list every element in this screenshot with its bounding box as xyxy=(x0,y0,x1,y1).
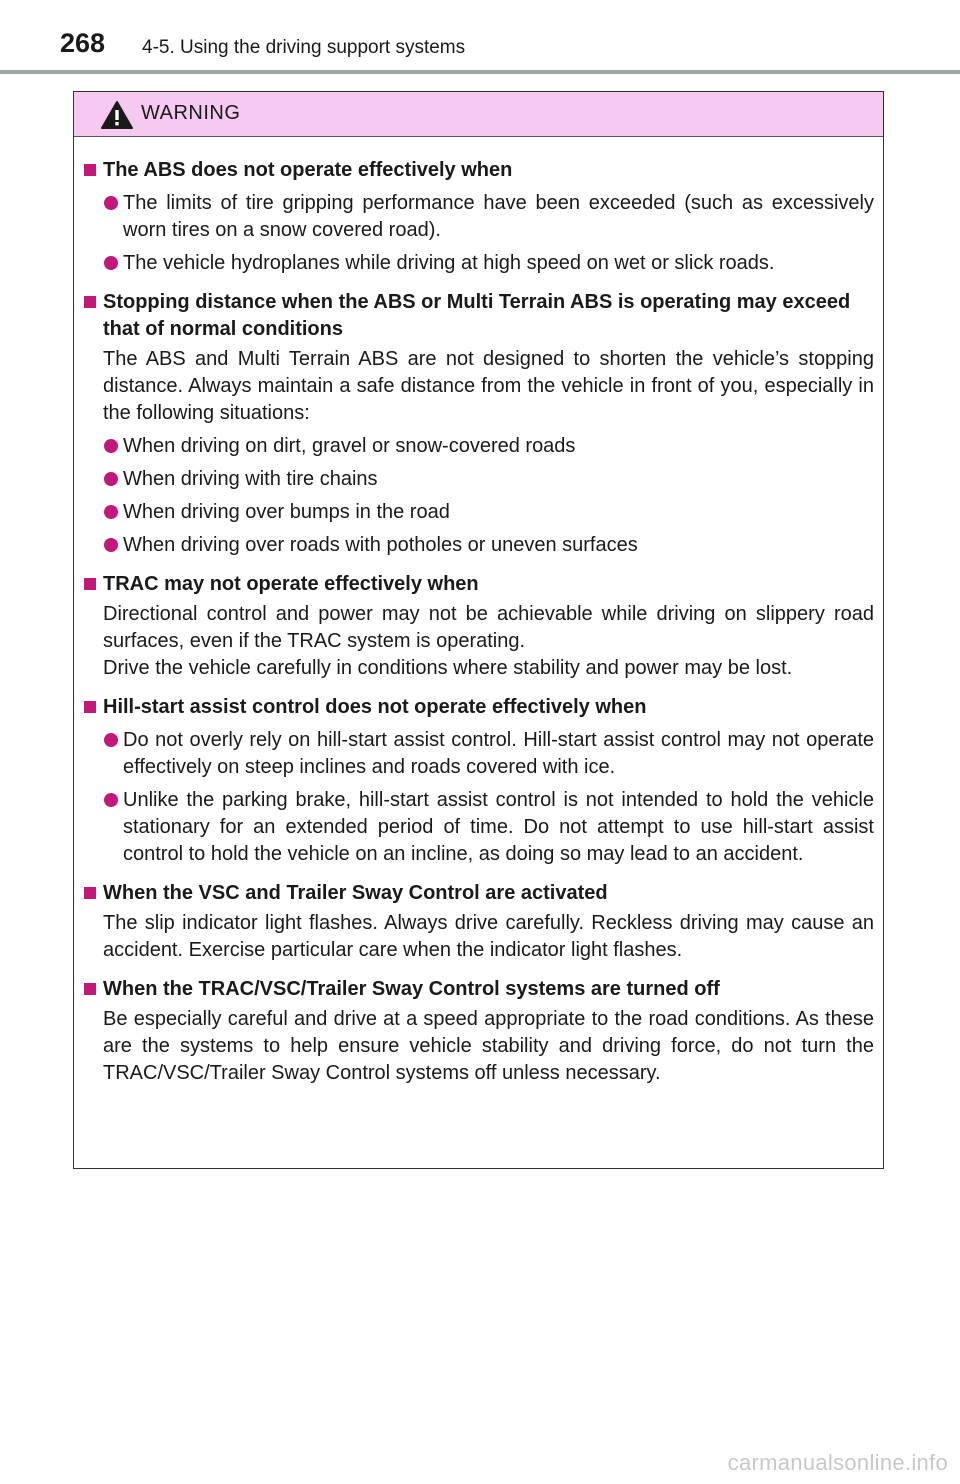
section-heading xyxy=(83,976,874,1003)
list-item xyxy=(83,727,874,781)
list-item-text: Do not overly rely on hill-start assist control. Hill-start assist control may not operate effectively on steep inclines and roads covered with ice. xyxy=(123,729,874,778)
page-number: 268 xyxy=(60,28,106,58)
section-systems-off xyxy=(83,976,874,1087)
list-item-text: The limits of tire gripping performance have been exceeded (such as excessively worn tires on a snow covered road). xyxy=(123,192,874,241)
list-item xyxy=(83,190,874,244)
list-item xyxy=(83,466,874,493)
circle-bullet-icon xyxy=(104,793,118,807)
section-heading-text: When the TRAC/VSC/Trailer Sway Control systems are turned off xyxy=(103,978,720,1000)
list-item-text: The vehicle hydroplanes while driving at high speed on wet or slick roads. xyxy=(123,252,775,274)
square-bullet-icon xyxy=(84,296,96,308)
section-hill-start-assist xyxy=(83,694,874,868)
circle-bullet-icon xyxy=(104,733,118,747)
section-heading xyxy=(83,694,874,721)
section-heading-text: TRAC may not operate effectively when xyxy=(103,573,479,595)
section-body-text: The slip indicator light flashes. Always drive carefully. Reckless driving may cause an accident. Exercise particular care when the indicator light flashes. xyxy=(103,912,874,961)
section-heading xyxy=(83,289,874,343)
circle-bullet-icon xyxy=(104,439,118,453)
section-abs-ineffective xyxy=(83,157,874,277)
section-heading xyxy=(83,880,874,907)
section-heading-text: The ABS does not operate effectively when xyxy=(103,159,513,181)
section-stopping-distance xyxy=(83,289,874,559)
warning-box xyxy=(73,91,884,1169)
list-item xyxy=(83,433,874,460)
section-body-text: Directional control and power may not be achievable while driving on slippery road surfaces, even if the TRAC system is operating. xyxy=(103,603,874,652)
list-item xyxy=(83,787,874,868)
circle-bullet-icon xyxy=(104,256,118,270)
section-body-text: Drive the vehicle carefully in conditions where stability and power may be lost. xyxy=(103,657,793,679)
list-item xyxy=(83,532,874,559)
list-item-text: When driving with tire chains xyxy=(123,468,378,490)
circle-bullet-icon xyxy=(104,196,118,210)
bullet-list xyxy=(83,433,874,559)
square-bullet-icon xyxy=(84,164,96,176)
circle-bullet-icon xyxy=(104,505,118,519)
list-item-text: When driving over roads with potholes or uneven surfaces xyxy=(123,534,638,556)
list-item xyxy=(83,250,874,277)
section-heading-text: Stopping distance when the ABS or Multi Terrain ABS is operating may exceed that of normal conditions xyxy=(103,291,851,340)
square-bullet-icon xyxy=(84,887,96,899)
warning-label: WARNING xyxy=(141,102,241,124)
section-body-text: The ABS and Multi Terrain ABS are not designed to shorten the vehicle’s stopping distance. Always maintain a safe distance from the vehicle in front of you, especially in the following situations: xyxy=(103,348,874,424)
square-bullet-icon xyxy=(84,578,96,590)
section-body-text: Be especially careful and drive at a speed appropriate to the road conditions. As these are the systems to help ensure vehicle stability and driving force, do not turn the TRAC/VSC/Trailer Sway Control systems off unless necessary. xyxy=(103,1008,874,1084)
section-heading-text: When the VSC and Trailer Sway Control are activated xyxy=(103,882,608,904)
warning-header-bar xyxy=(74,92,883,137)
list-item-text: When driving over bumps in the road xyxy=(123,501,450,523)
bullet-list xyxy=(83,727,874,868)
warning-triangle-icon xyxy=(100,100,134,130)
bullet-list xyxy=(83,190,874,277)
section-heading xyxy=(83,157,874,184)
section-title: 4-5. Using the driving support systems xyxy=(142,37,466,58)
circle-bullet-icon xyxy=(104,538,118,552)
watermark: carmanualsonline.info xyxy=(727,1450,948,1475)
list-item-text: When driving on dirt, gravel or snow-covered roads xyxy=(123,435,576,457)
list-item xyxy=(83,499,874,526)
list-item-text: Unlike the parking brake, hill-start assist control is not intended to hold the vehicle stationary for an extended period of time. Do not attempt to use hill-start assist control to hold the vehicle on an incline, as doing so may lead to an accident. xyxy=(123,789,874,865)
section-trac-ineffective xyxy=(83,571,874,682)
page-header xyxy=(0,0,960,76)
square-bullet-icon xyxy=(84,983,96,995)
warning-body xyxy=(74,137,883,1087)
circle-bullet-icon xyxy=(104,472,118,486)
header-rule xyxy=(0,70,960,74)
section-heading xyxy=(83,571,874,598)
square-bullet-icon xyxy=(84,701,96,713)
section-heading-text: Hill-start assist control does not operate effectively when xyxy=(103,696,647,718)
section-vsc-activated xyxy=(83,880,874,964)
